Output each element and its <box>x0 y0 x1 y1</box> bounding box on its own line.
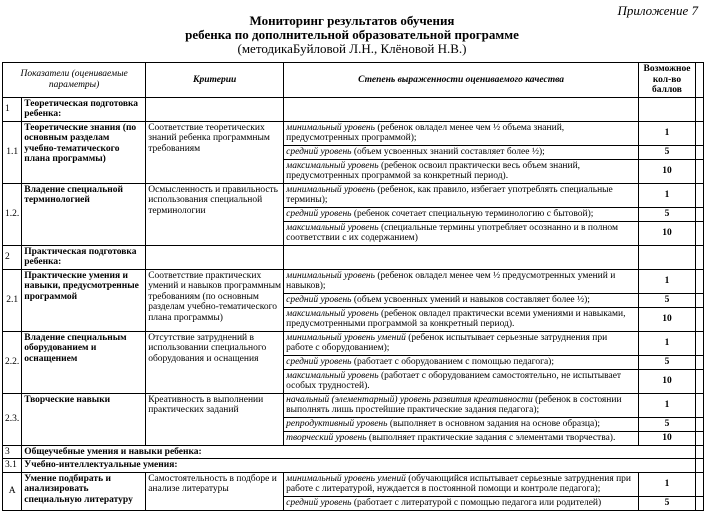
score-cell: 10 <box>638 307 695 331</box>
monitoring-table <box>2 62 704 511</box>
level-description <box>284 496 639 510</box>
level-text: (ребенок сочетает специальную терминологию с бытовой); <box>351 208 594 219</box>
criterion-cell: Осмысленность и правильность использования специальной терминологии <box>146 183 284 245</box>
criterion-cell: Соответствие теоретических знаний ребенка программным требованиям <box>146 121 284 183</box>
section-label: Учебно-интеллектуальные умения: <box>22 459 696 473</box>
criterion-cell: Отсутствие затруднений в использовании специального оборудования и оснащения <box>146 331 284 393</box>
header-criteria: Критерии <box>146 63 284 98</box>
criterion-cell: Самостоятельность в подборе и анализе литературы <box>146 472 284 510</box>
level-name: максимальный уровень <box>286 370 379 381</box>
level-name: начальный (элементарный) уровень развития креативности <box>286 394 533 405</box>
indicator-cell: Владение специальной терминологией <box>22 183 146 245</box>
level-description <box>284 183 639 207</box>
row-number: 1.2. <box>3 183 22 245</box>
level-name: средний уровень <box>286 356 352 367</box>
level-name: творческий уровень <box>286 432 367 443</box>
score-cell: 10 <box>638 431 695 445</box>
section-row <box>3 245 704 269</box>
level-text: (работает с литературой с помощью педагога или родителей) <box>351 497 602 508</box>
edge-cell <box>695 183 703 207</box>
level-name: средний уровень <box>286 146 352 157</box>
indicator-cell: Теоретические знания (по основным разделам учебно-тематического плана программы) <box>22 121 146 183</box>
score-cell: 5 <box>638 207 695 221</box>
title-line-2: ребенка по дополнительной образовательной программе <box>185 27 519 42</box>
table-row <box>3 472 704 496</box>
table-row <box>3 269 704 293</box>
header-degree: Степень выраженности оцениваемого качества <box>284 63 639 98</box>
level-description <box>284 121 639 145</box>
score-cell: 10 <box>638 159 695 183</box>
row-number: 2.1 <box>3 269 22 331</box>
score-cell: 1 <box>638 269 695 293</box>
edge-cell <box>695 369 703 393</box>
section-row <box>3 459 704 473</box>
table-row <box>3 183 704 207</box>
edge-cell <box>695 331 703 355</box>
empty-cell <box>146 245 284 269</box>
edge-cell <box>695 245 703 269</box>
edge-cell <box>695 459 703 473</box>
edge-cell <box>695 417 703 431</box>
header-row <box>3 63 704 98</box>
level-description <box>284 159 639 183</box>
level-text: (ребенок освоил практически весь объем знаний, предусмотренных программой за конкретный период). <box>286 160 581 181</box>
level-text: (ребенок овладел практически всеми умениями и навыками, предусмотренными программой за конкретный период). <box>286 308 626 329</box>
title-line-1: Мониторинг результатов обучения <box>249 13 455 28</box>
level-name: максимальный уровень <box>286 160 379 171</box>
criterion-cell: Креативность в выполнении практических заданий <box>146 393 284 445</box>
level-description <box>284 417 639 431</box>
edge-cell <box>695 145 703 159</box>
score-cell: 1 <box>638 472 695 496</box>
level-text: (объем усвоенных умений и навыков составляет более ½); <box>351 294 590 305</box>
score-cell: 1 <box>638 183 695 207</box>
level-description <box>284 269 639 293</box>
row-number: 1.1 <box>3 121 22 183</box>
level-text: (ребенок испытывает серьезные затруднения при работе с оборудованием); <box>286 332 608 353</box>
level-text: (объем усвоенных знаний составляет более ½); <box>351 146 545 157</box>
level-description <box>284 369 639 393</box>
edge-cell <box>695 269 703 293</box>
level-description <box>284 431 639 445</box>
level-name: средний уровень <box>286 208 352 219</box>
level-name: репродуктивный уровень <box>286 418 388 429</box>
edge-cell <box>695 97 703 121</box>
level-name: максимальный уровень <box>286 308 379 319</box>
indicator-cell: Умение подбирать и анализировать специальную литературу <box>22 472 146 510</box>
score-cell: 1 <box>638 121 695 145</box>
score-cell: 1 <box>638 331 695 355</box>
edge-cell <box>695 207 703 221</box>
row-number: А <box>3 472 22 510</box>
empty-cell <box>284 97 639 121</box>
table-row <box>3 393 704 417</box>
header-indicators: Показатели (оцениваемые параметры) <box>3 63 146 98</box>
table-row <box>3 121 704 145</box>
level-name: минимальный уровень <box>286 270 375 281</box>
edge-cell <box>695 445 703 459</box>
section-number: 1 <box>3 97 22 121</box>
level-description <box>284 472 639 496</box>
level-description <box>284 145 639 159</box>
section-label: Общеучебные умения и навыки ребенка: <box>22 445 696 459</box>
level-name: минимальный уровень <box>286 122 375 133</box>
edge-cell <box>695 221 703 245</box>
section-row <box>3 97 704 121</box>
level-name: минимальный уровень умений <box>286 332 406 343</box>
edge-cell <box>695 496 703 510</box>
score-cell: 10 <box>638 369 695 393</box>
level-description <box>284 293 639 307</box>
edge-cell <box>695 293 703 307</box>
level-text: (работает с оборудованием с помощью педагога); <box>351 356 554 367</box>
section-number: 2 <box>3 245 22 269</box>
level-text: (ребенок, как правило, избегает употреблять специальные термины); <box>286 184 613 205</box>
level-description <box>284 307 639 331</box>
empty-cell <box>638 245 695 269</box>
level-text: (работает с оборудованием самостоятельно, не испытывает особых трудностей). <box>286 370 622 391</box>
level-text: (специальные термины употребляет осознанно и в полном соответствии с их содержанием) <box>286 222 619 243</box>
empty-cell <box>638 97 695 121</box>
level-description <box>284 207 639 221</box>
edge-cell <box>695 159 703 183</box>
score-cell: 1 <box>638 393 695 417</box>
edge-cell <box>695 307 703 331</box>
appendix-label: Приложение 7 <box>617 3 698 18</box>
score-cell: 10 <box>638 221 695 245</box>
level-name: средний уровень <box>286 497 352 508</box>
section-number: 3.1 <box>3 459 22 473</box>
level-text: (выполняет в основном задания на основе образца); <box>387 418 601 429</box>
header-score: Возможное кол-во баллов <box>638 63 695 98</box>
level-description <box>284 331 639 355</box>
indicator-cell: Творческие навыки <box>22 393 146 445</box>
section-label: Теоретическая подготовка ребенка: <box>22 97 146 121</box>
level-text: (ребенок овладел менее чем ½ предусмотренных умений и навыков); <box>286 270 616 291</box>
table-row <box>3 331 704 355</box>
level-text: (ребенок в состоянии выполнять лишь простейшие практические задания педагога); <box>286 394 622 415</box>
level-name: максимальный уровень <box>286 222 379 233</box>
indicator-cell: Владение специальным оборудованием и оснащением <box>22 331 146 393</box>
row-number: 2.3. <box>3 393 22 445</box>
level-text: (обучающийся испытывает серьезные затруднения при работе с литературой, нуждается в постоянной помощи и контроле педагога); <box>286 473 631 494</box>
empty-cell <box>146 97 284 121</box>
indicator-cell: Практические умения и навыки, предусмотренные программой <box>22 269 146 331</box>
level-description <box>284 393 639 417</box>
level-name: средний уровень <box>286 294 352 305</box>
edge-cell <box>695 393 703 417</box>
level-name: минимальный уровень <box>286 184 375 195</box>
edge-cell <box>695 355 703 369</box>
level-text: (выполняет практические задания с элементами творчества). <box>366 432 616 443</box>
section-number: 3 <box>3 445 22 459</box>
section-label: Практическая подготовка ребенка: <box>22 245 146 269</box>
row-number: 2.2. <box>3 331 22 393</box>
score-cell: 5 <box>638 293 695 307</box>
score-cell: 5 <box>638 417 695 431</box>
edge-cell <box>695 472 703 496</box>
score-cell: 5 <box>638 496 695 510</box>
level-text: (ребенок овладел менее чем ½ объема знаний, предусмотренных программой); <box>286 122 565 143</box>
score-cell: 5 <box>638 145 695 159</box>
level-description <box>284 355 639 369</box>
level-name: минимальный уровень умений <box>286 473 406 484</box>
level-description <box>284 221 639 245</box>
edge-cell <box>695 431 703 445</box>
title-line-3: (методикаБуйловой Л.Н., Клёновой Н.В.) <box>237 41 467 56</box>
document-title <box>0 14 704 56</box>
edge-cell <box>695 121 703 145</box>
section-row <box>3 445 704 459</box>
score-cell: 5 <box>638 355 695 369</box>
criterion-cell: Соответствие практических умений и навыков программным требованиям (по основным разделам учебно-тематического плана программы) <box>146 269 284 331</box>
edge-cell <box>695 63 703 98</box>
empty-cell <box>284 245 639 269</box>
